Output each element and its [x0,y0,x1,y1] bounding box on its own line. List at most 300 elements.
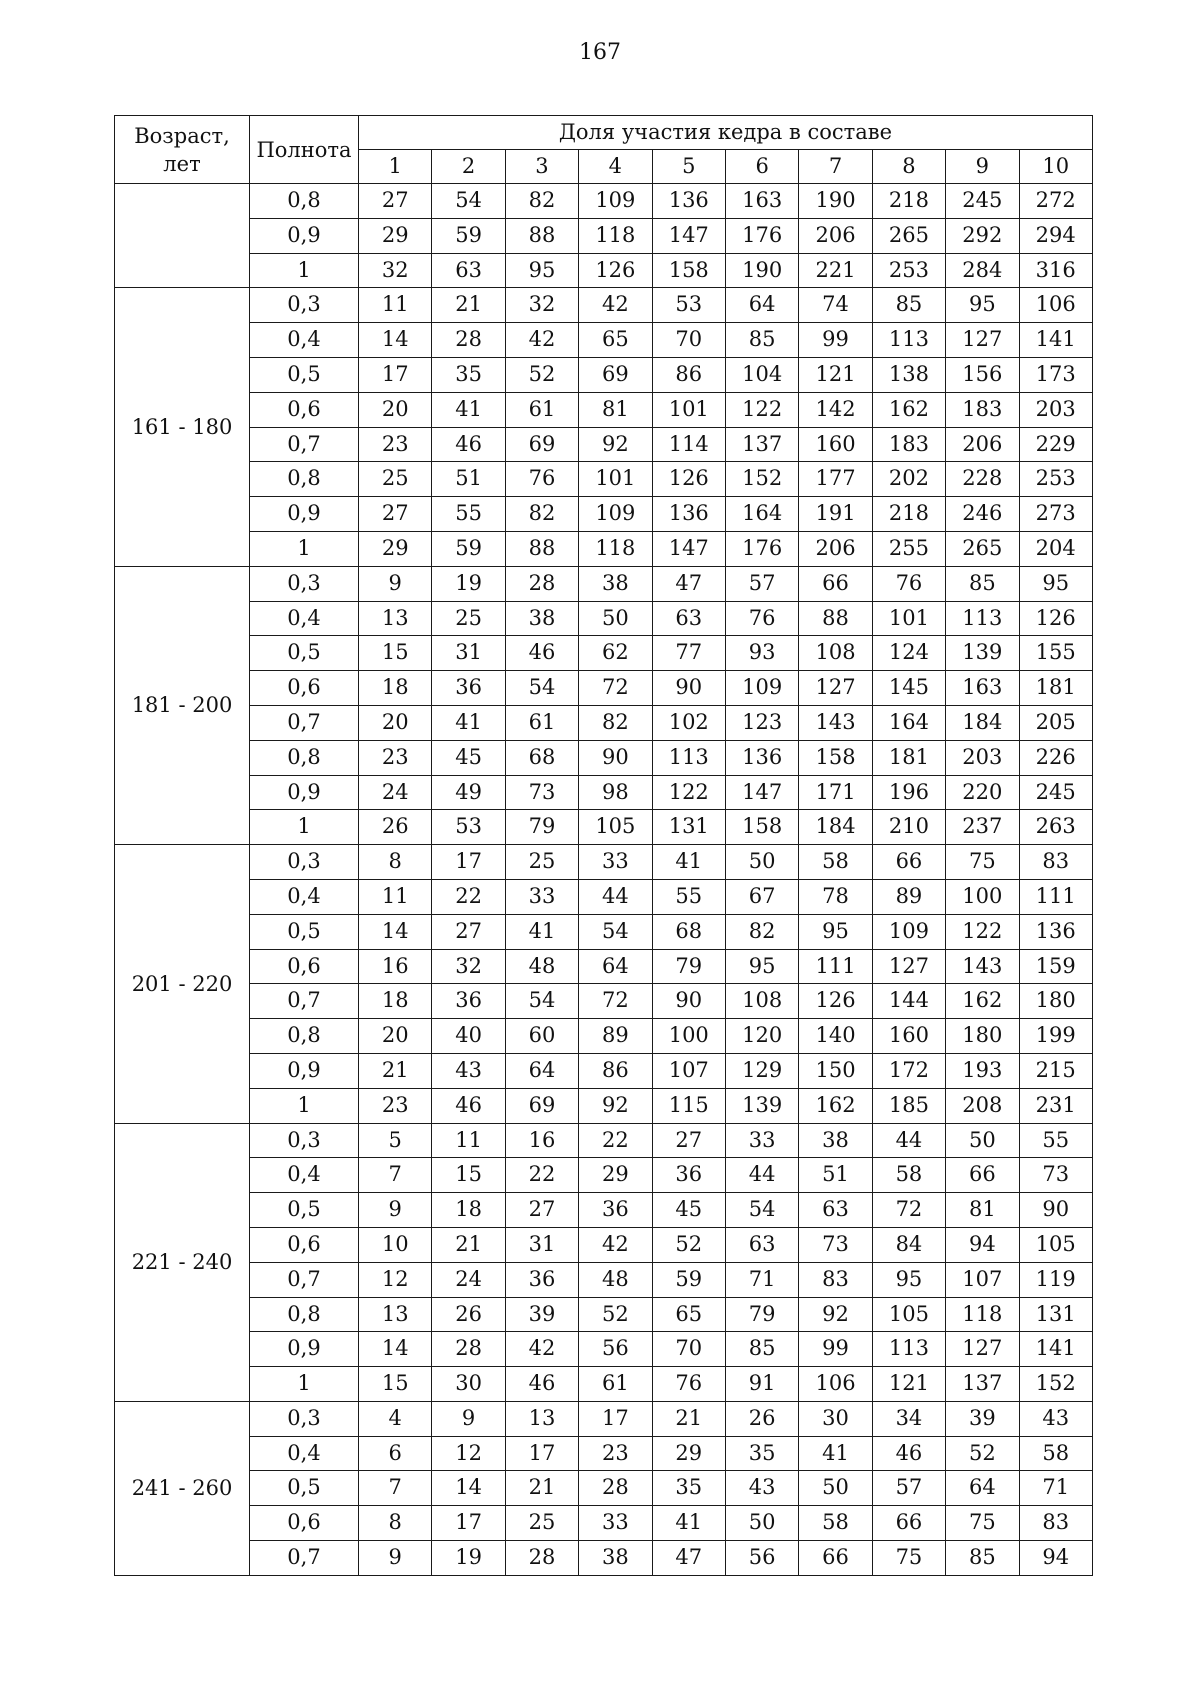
value-cell: 17 [579,1401,652,1436]
value-cell: 75 [946,1506,1019,1541]
value-cell: 62 [579,636,652,671]
value-cell: 265 [872,218,945,253]
value-cell: 105 [579,810,652,845]
value-cell: 24 [359,775,432,810]
age-group-cell [115,184,250,288]
value-cell: 86 [652,357,725,392]
header-row [115,116,1093,150]
value-cell: 162 [799,1088,872,1123]
value-cell: 12 [432,1436,505,1471]
value-cell: 231 [1019,1088,1092,1123]
table-row [115,497,1093,532]
value-cell: 176 [725,218,798,253]
value-cell: 22 [579,1123,652,1158]
value-cell: 126 [1019,601,1092,636]
table-row [115,1367,1093,1402]
value-cell: 29 [579,1158,652,1193]
value-cell: 72 [872,1193,945,1228]
value-cell: 75 [946,845,1019,880]
table-row [115,323,1093,358]
value-cell: 56 [725,1541,798,1576]
value-cell: 131 [1019,1297,1092,1332]
value-cell: 64 [946,1471,1019,1506]
value-cell: 147 [652,218,725,253]
value-cell: 136 [1019,914,1092,949]
value-cell: 206 [799,531,872,566]
value-cell: 15 [432,1158,505,1193]
value-cell: 9 [359,1193,432,1228]
value-cell: 67 [725,879,798,914]
value-cell: 52 [946,1436,1019,1471]
value-cell: 184 [799,810,872,845]
value-cell: 25 [505,845,578,880]
value-cell: 27 [505,1193,578,1228]
table-row [115,218,1093,253]
value-cell: 53 [432,810,505,845]
value-cell: 4 [359,1401,432,1436]
value-cell: 43 [725,1471,798,1506]
share-column-header: 3 [505,150,578,184]
value-cell: 22 [432,879,505,914]
value-cell: 25 [359,462,432,497]
value-cell: 38 [579,1541,652,1576]
value-cell: 162 [872,392,945,427]
value-cell: 21 [359,1053,432,1088]
value-cell: 33 [725,1123,798,1158]
table-row [115,1227,1093,1262]
density-cell: 0,7 [250,705,359,740]
value-cell: 65 [652,1297,725,1332]
value-cell: 98 [579,775,652,810]
value-cell: 50 [725,845,798,880]
value-cell: 58 [799,845,872,880]
value-cell: 15 [359,1367,432,1402]
value-cell: 46 [505,1367,578,1402]
value-cell: 42 [505,323,578,358]
value-cell: 173 [1019,357,1092,392]
value-cell: 35 [652,1471,725,1506]
value-cell: 11 [432,1123,505,1158]
value-cell: 21 [432,288,505,323]
value-cell: 19 [432,1541,505,1576]
value-cell: 29 [359,218,432,253]
value-cell: 76 [505,462,578,497]
value-cell: 76 [652,1367,725,1402]
table-row [115,1123,1093,1158]
value-cell: 49 [432,775,505,810]
share-column-header: 6 [725,150,798,184]
value-cell: 95 [946,288,1019,323]
value-cell: 118 [579,531,652,566]
value-cell: 23 [359,740,432,775]
value-cell: 23 [579,1436,652,1471]
value-cell: 27 [359,184,432,219]
value-cell: 141 [1019,323,1092,358]
value-cell: 118 [946,1297,1019,1332]
value-cell: 36 [579,1193,652,1228]
value-cell: 42 [505,1332,578,1367]
value-cell: 54 [579,914,652,949]
value-cell: 114 [652,427,725,462]
value-cell: 163 [725,184,798,219]
value-cell: 121 [799,357,872,392]
value-cell: 127 [946,323,1019,358]
value-cell: 43 [1019,1401,1092,1436]
density-cell: 0,7 [250,1262,359,1297]
value-cell: 113 [946,601,1019,636]
value-cell: 158 [725,810,798,845]
table-row [115,462,1093,497]
value-cell: 91 [725,1367,798,1402]
density-cell: 0,6 [250,949,359,984]
table-row [115,1401,1093,1436]
table-row [115,984,1093,1019]
value-cell: 99 [799,1332,872,1367]
value-cell: 79 [505,810,578,845]
value-cell: 66 [799,1541,872,1576]
value-cell: 86 [579,1053,652,1088]
density-cell: 0,4 [250,879,359,914]
density-cell: 0,5 [250,1193,359,1228]
value-cell: 163 [946,671,1019,706]
density-cell: 0,8 [250,1297,359,1332]
value-cell: 63 [432,253,505,288]
value-cell: 85 [725,323,798,358]
value-cell: 176 [725,531,798,566]
value-cell: 140 [799,1019,872,1054]
value-cell: 48 [579,1262,652,1297]
value-cell: 229 [1019,427,1092,462]
table-row [115,357,1093,392]
value-cell: 36 [432,671,505,706]
value-cell: 44 [579,879,652,914]
value-cell: 136 [652,184,725,219]
value-cell: 82 [505,497,578,532]
value-cell: 136 [725,740,798,775]
value-cell: 46 [432,1088,505,1123]
value-cell: 156 [946,357,1019,392]
value-cell: 150 [799,1053,872,1088]
value-cell: 88 [505,531,578,566]
table-row [115,392,1093,427]
table-row [115,1541,1093,1576]
value-cell: 73 [1019,1158,1092,1193]
density-cell: 0,4 [250,1436,359,1471]
value-cell: 10 [359,1227,432,1262]
value-cell: 101 [872,601,945,636]
value-cell: 85 [946,566,1019,601]
value-cell: 193 [946,1053,1019,1088]
value-cell: 16 [505,1123,578,1158]
value-cell: 21 [652,1401,725,1436]
share-column-header: 10 [1019,150,1092,184]
density-cell: 0,4 [250,323,359,358]
value-cell: 162 [946,984,1019,1019]
value-cell: 59 [652,1262,725,1297]
value-cell: 68 [652,914,725,949]
value-cell: 92 [579,427,652,462]
value-cell: 14 [359,1332,432,1367]
value-cell: 99 [799,323,872,358]
value-cell: 181 [872,740,945,775]
value-cell: 93 [725,636,798,671]
value-cell: 171 [799,775,872,810]
table-row [115,740,1093,775]
age-group-cell: 181 - 200 [115,566,250,844]
share-column-header: 4 [579,150,652,184]
value-cell: 143 [946,949,1019,984]
density-cell: 1 [250,1367,359,1402]
value-cell: 203 [946,740,1019,775]
value-cell: 203 [1019,392,1092,427]
density-cell: 0,7 [250,427,359,462]
value-cell: 31 [432,636,505,671]
value-cell: 55 [652,879,725,914]
page-number: 167 [579,40,621,65]
density-cell: 0,3 [250,845,359,880]
value-cell: 122 [725,392,798,427]
value-cell: 246 [946,497,1019,532]
value-cell: 73 [505,775,578,810]
value-cell: 88 [799,601,872,636]
value-cell: 228 [946,462,1019,497]
value-cell: 202 [872,462,945,497]
value-cell: 81 [579,392,652,427]
value-cell: 52 [652,1227,725,1262]
value-cell: 79 [652,949,725,984]
value-cell: 28 [505,1541,578,1576]
value-cell: 69 [505,1088,578,1123]
value-cell: 102 [652,705,725,740]
value-cell: 61 [505,705,578,740]
value-cell: 74 [799,288,872,323]
value-cell: 40 [432,1019,505,1054]
value-cell: 78 [799,879,872,914]
value-cell: 38 [799,1123,872,1158]
table-row [115,1193,1093,1228]
value-cell: 61 [505,392,578,427]
value-cell: 145 [872,671,945,706]
value-cell: 59 [432,531,505,566]
value-cell: 245 [946,184,1019,219]
value-cell: 108 [725,984,798,1019]
value-cell: 71 [725,1262,798,1297]
value-cell: 30 [432,1367,505,1402]
value-cell: 83 [799,1262,872,1297]
value-cell: 113 [652,740,725,775]
value-cell: 33 [579,845,652,880]
value-cell: 226 [1019,740,1092,775]
value-cell: 104 [725,357,798,392]
value-cell: 16 [359,949,432,984]
value-cell: 9 [359,566,432,601]
value-cell: 68 [505,740,578,775]
value-cell: 263 [1019,810,1092,845]
density-cell: 0,3 [250,1123,359,1158]
value-cell: 76 [725,601,798,636]
value-cell: 66 [872,845,945,880]
value-cell: 44 [725,1158,798,1193]
value-cell: 255 [872,531,945,566]
value-cell: 51 [799,1158,872,1193]
table-row [115,566,1093,601]
table-row [115,949,1093,984]
value-cell: 284 [946,253,1019,288]
density-cell: 0,3 [250,288,359,323]
value-cell: 122 [652,775,725,810]
value-cell: 191 [799,497,872,532]
value-cell: 57 [872,1471,945,1506]
value-cell: 85 [725,1332,798,1367]
value-cell: 180 [1019,984,1092,1019]
value-cell: 33 [579,1506,652,1541]
value-cell: 164 [725,497,798,532]
value-cell: 90 [652,671,725,706]
value-cell: 52 [505,357,578,392]
value-cell: 31 [505,1227,578,1262]
value-cell: 131 [652,810,725,845]
table-row [115,1471,1093,1506]
value-cell: 105 [1019,1227,1092,1262]
value-cell: 85 [946,1541,1019,1576]
value-cell: 106 [1019,288,1092,323]
share-column-header: 2 [432,150,505,184]
value-cell: 50 [946,1123,1019,1158]
share-column-header: 5 [652,150,725,184]
value-cell: 190 [725,253,798,288]
value-cell: 64 [725,288,798,323]
table-row [115,184,1093,219]
value-cell: 13 [359,601,432,636]
value-cell: 152 [725,462,798,497]
table-row [115,1088,1093,1123]
value-cell: 205 [1019,705,1092,740]
value-cell: 147 [725,775,798,810]
value-cell: 54 [505,671,578,706]
value-cell: 45 [652,1193,725,1228]
value-cell: 58 [799,1506,872,1541]
value-cell: 172 [872,1053,945,1088]
share-column-header: 7 [799,150,872,184]
value-cell: 160 [872,1019,945,1054]
value-cell: 32 [432,949,505,984]
value-cell: 237 [946,810,1019,845]
table-row [115,1436,1093,1471]
table-row [115,531,1093,566]
value-cell: 206 [946,427,1019,462]
density-cell: 0,6 [250,1506,359,1541]
value-cell: 66 [946,1158,1019,1193]
table-row [115,879,1093,914]
density-cell: 0,9 [250,218,359,253]
value-cell: 196 [872,775,945,810]
value-cell: 41 [432,392,505,427]
value-cell: 158 [799,740,872,775]
value-cell: 210 [872,810,945,845]
value-cell: 41 [799,1436,872,1471]
value-cell: 41 [505,914,578,949]
value-cell: 127 [872,949,945,984]
value-cell: 28 [432,323,505,358]
value-cell: 17 [432,845,505,880]
value-cell: 138 [872,357,945,392]
density-cell: 0,7 [250,1541,359,1576]
value-cell: 18 [359,671,432,706]
value-cell: 11 [359,288,432,323]
value-cell: 221 [799,253,872,288]
value-cell: 89 [579,1019,652,1054]
value-cell: 184 [946,705,1019,740]
value-cell: 90 [579,740,652,775]
density-cell: 0,9 [250,1332,359,1367]
value-cell: 123 [725,705,798,740]
value-cell: 139 [946,636,1019,671]
value-cell: 85 [872,288,945,323]
value-cell: 60 [505,1019,578,1054]
value-cell: 55 [432,497,505,532]
value-cell: 111 [799,949,872,984]
value-cell: 95 [799,914,872,949]
value-cell: 92 [579,1088,652,1123]
density-cell: 0,7 [250,984,359,1019]
value-cell: 13 [359,1297,432,1332]
value-cell: 7 [359,1471,432,1506]
value-cell: 147 [652,531,725,566]
value-cell: 107 [652,1053,725,1088]
value-cell: 13 [505,1401,578,1436]
value-cell: 8 [359,1506,432,1541]
density-cell: 0,9 [250,1053,359,1088]
value-cell: 17 [432,1506,505,1541]
share-group-header: Доля участия кедра в составе [359,116,1093,150]
density-cell: 0,9 [250,775,359,810]
value-cell: 19 [432,566,505,601]
value-cell: 18 [359,984,432,1019]
value-cell: 95 [505,253,578,288]
value-cell: 20 [359,392,432,427]
value-cell: 48 [505,949,578,984]
value-cell: 61 [579,1367,652,1402]
value-cell: 41 [432,705,505,740]
value-cell: 106 [799,1367,872,1402]
density-cell: 0,9 [250,497,359,532]
value-cell: 113 [872,1332,945,1367]
value-cell: 190 [799,184,872,219]
value-cell: 50 [799,1471,872,1506]
value-cell: 180 [946,1019,1019,1054]
value-cell: 206 [799,218,872,253]
value-cell: 36 [505,1262,578,1297]
value-cell: 36 [652,1158,725,1193]
density-cell: 0,3 [250,566,359,601]
value-cell: 30 [799,1401,872,1436]
value-cell: 21 [432,1227,505,1262]
value-cell: 38 [579,566,652,601]
density-cell: 0,6 [250,671,359,706]
value-cell: 124 [872,636,945,671]
value-cell: 46 [432,427,505,462]
value-cell: 28 [432,1332,505,1367]
value-cell: 95 [1019,566,1092,601]
value-cell: 142 [799,392,872,427]
density-cell: 0,5 [250,1471,359,1506]
value-cell: 136 [652,497,725,532]
value-cell: 101 [652,392,725,427]
value-cell: 100 [652,1019,725,1054]
value-cell: 44 [872,1123,945,1158]
value-cell: 177 [799,462,872,497]
value-cell: 63 [725,1227,798,1262]
